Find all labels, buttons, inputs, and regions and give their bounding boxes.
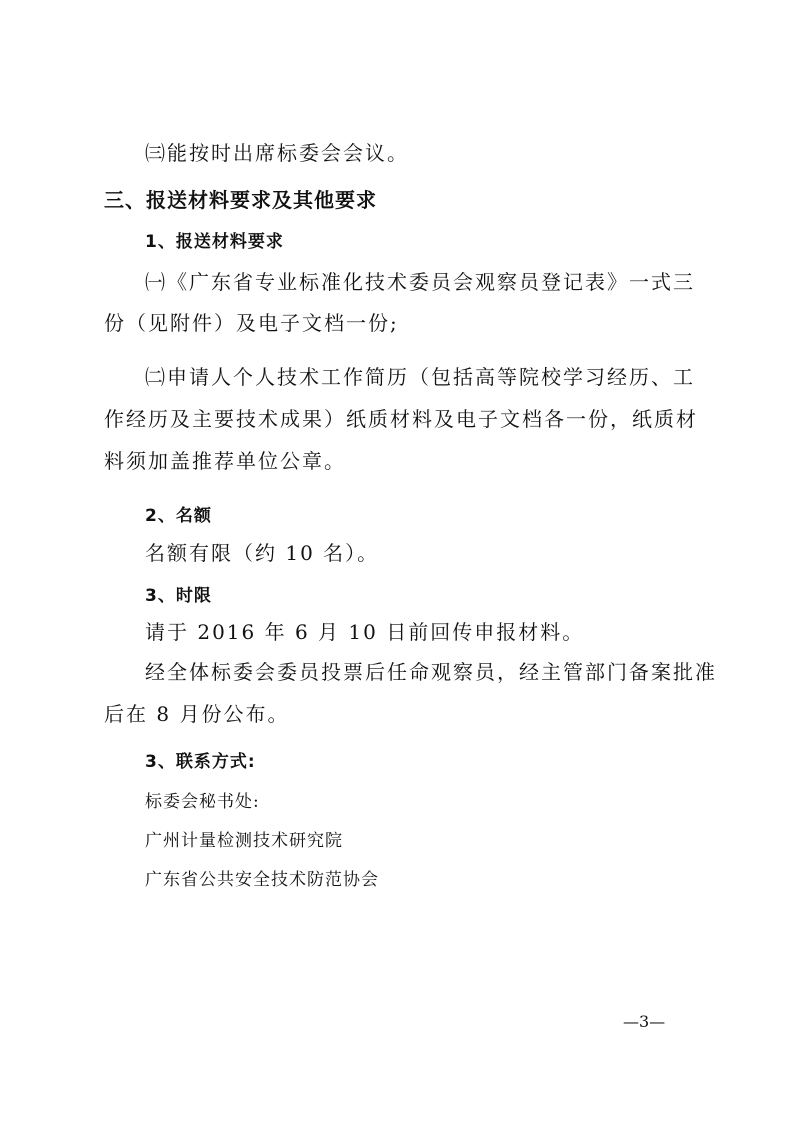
paragraph-1-line-2: 份（见附件）及电子文档一份; (104, 311, 399, 335)
appointment-line-2: 后在 8 月份公布。 (104, 702, 290, 726)
paragraph-1-line-1: ㈠《广东省专业标准化技术委员会观察员登记表》一式三 (145, 270, 695, 294)
paragraph-2-line-3: 料须加盖推荐单位公章。 (104, 449, 346, 473)
contact-org-1: 广州计量检测技术研究院 (145, 831, 343, 851)
paragraph-2-line-1: ㈡申请人个人技术工作简历（包括高等院校学习经历、工 (145, 365, 695, 389)
appointment-line-1: 经全体标委会委员投票后任命观察员，经主管部门备案批准 (145, 660, 717, 684)
deadline-text: 请于 2016 年 6 月 10 日前回传申报材料。 (145, 620, 585, 644)
subsection-3-title: 3、时限 (145, 586, 212, 606)
subsection-4-title: 3、联系方式: (145, 752, 256, 772)
section-3-title: 三、报送材料要求及其他要求 (104, 188, 377, 212)
quota-text: 名额有限（约 10 名）。 (145, 541, 380, 565)
subsection-2-title: 2、名额 (145, 506, 212, 526)
subsection-1-title: 1、报送材料要求 (145, 232, 284, 252)
paragraph-2-line-2: 作经历及主要技术成果）纸质材料及电子文档各一份，纸质材 (104, 407, 698, 431)
contact-org-2: 广东省公共安全技术防范协会 (145, 870, 379, 890)
page-number: —3— (623, 1012, 666, 1031)
item-3-attend: ㈢能按时出席标委会会议。 (145, 141, 409, 165)
contact-secretariat: 标委会秘书处: (145, 792, 260, 812)
